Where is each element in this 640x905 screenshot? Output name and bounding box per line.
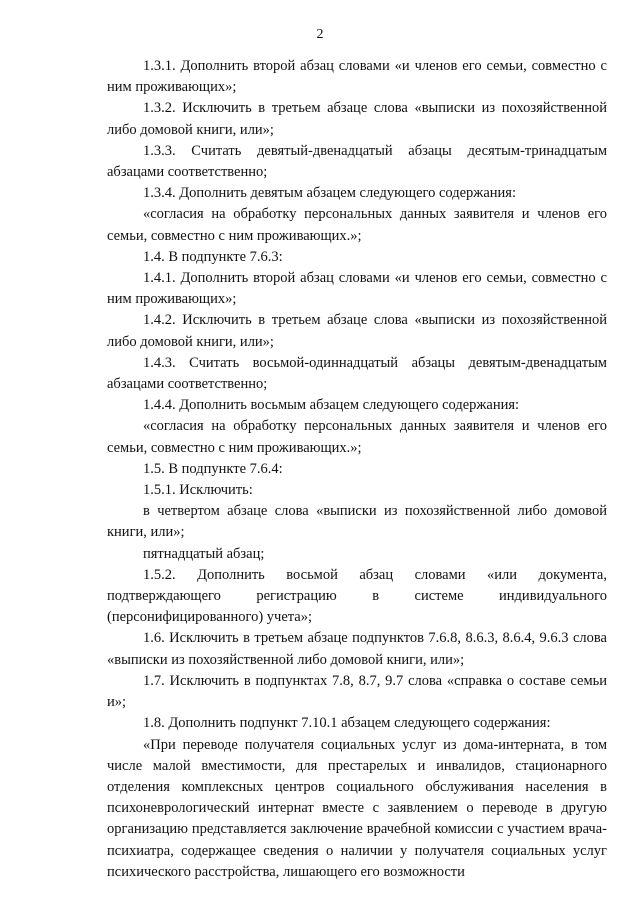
paragraph-quote-2: «согласия на обработку персональных данных заявителя и членов его семьи, совместно с ним проживающих.»; <box>107 418 607 456</box>
paragraph-quote-3: «При переводе получателя социальных услуг из дома-интерната, в том числе малой вместимости, для престарелых и инвалидов, стационарного отделения комплексных центров социального обслуживания населения в психоневрологический интернат вместе с заявлением о переводе в другую организацию представляется заключение врачебной комиссии с участием врача-психиатра, содержащее сведения о наличии у получателя социальных услуг психического расстройства, лишающего его возможности <box>107 736 607 880</box>
paragraph-quote-1: «согласия на обработку персональных данных заявителя и членов его семьи, совместно с ним проживающих.»; <box>107 206 607 244</box>
paragraph-1-8: 1.8. Дополнить подпункт 7.10.1 абзацем следующего содержания: <box>143 715 551 732</box>
paragraph-1-3-3: 1.3.3. Считать девятый-двенадцатый абзацы десятым-тринадцатым абзацами соответственно; <box>107 142 607 181</box>
paragraph-1-6: 1.6. Исключить в третьем абзаце подпунктов 7.6.8, 8.6.3, 8.6.4, 9.6.3 слова «выписки из похозяйственной либо домовой книги, или»; <box>107 630 607 668</box>
paragraph-1-3-1: 1.3.1. Дополнить второй абзац словами «и членов его семьи, совместно с ним проживающих»; <box>107 58 607 96</box>
paragraph-1-4-3: 1.4.3. Считать восьмой-одиннадцатый абзацы девятым-двенадцатым абзацами соответственно; <box>107 354 607 393</box>
paragraph-1-7: 1.7. Исключить в подпунктах 7.8, 8.7, 9.7 слова «справка о составе семьи и»; <box>107 672 607 711</box>
paragraph-1-3-4: 1.3.4. Дополнить девятым абзацем следующего содержания: <box>143 185 516 202</box>
paragraph-1-4-1: 1.4.1. Дополнить второй абзац словами «и членов его семьи, совместно с ним проживающих»; <box>107 270 607 308</box>
paragraph-1-4: 1.4. В подпункте 7.6.3: <box>143 248 283 265</box>
paragraph-1-5: 1.5. В подпункте 7.6.4: <box>143 460 283 477</box>
paragraph-fifteenth-abzac: пятнадцатый абзац; <box>143 545 265 562</box>
page-number: 2 <box>316 27 324 42</box>
paragraph-1-5-2: 1.5.2. Дополнить восьмой абзац словами «или документа, подтверждающего регистрацию в системе индивидуального (персонифицированного) учета»; <box>107 566 607 626</box>
paragraph-1-5-1: 1.5.1. Исключить: <box>143 482 253 499</box>
paragraph-1-3-2: 1.3.2. Исключить в третьем абзаце слова «выписки из похозяйственной либо домовой книги, или»; <box>107 100 607 138</box>
paragraph-1-4-2: 1.4.2. Исключить в третьем абзаце слова «выписки из похозяйственной либо домовой книги, или»; <box>107 312 607 350</box>
paragraph-1-4-4: 1.4.4. Дополнить восьмым абзацем следующего содержания: <box>143 397 520 414</box>
document-body <box>107 56 607 883</box>
paragraph-fourth-abzac: в четвертом абзаце слова «выписки из похозяйственной либо домовой книги, или»; <box>107 503 607 541</box>
